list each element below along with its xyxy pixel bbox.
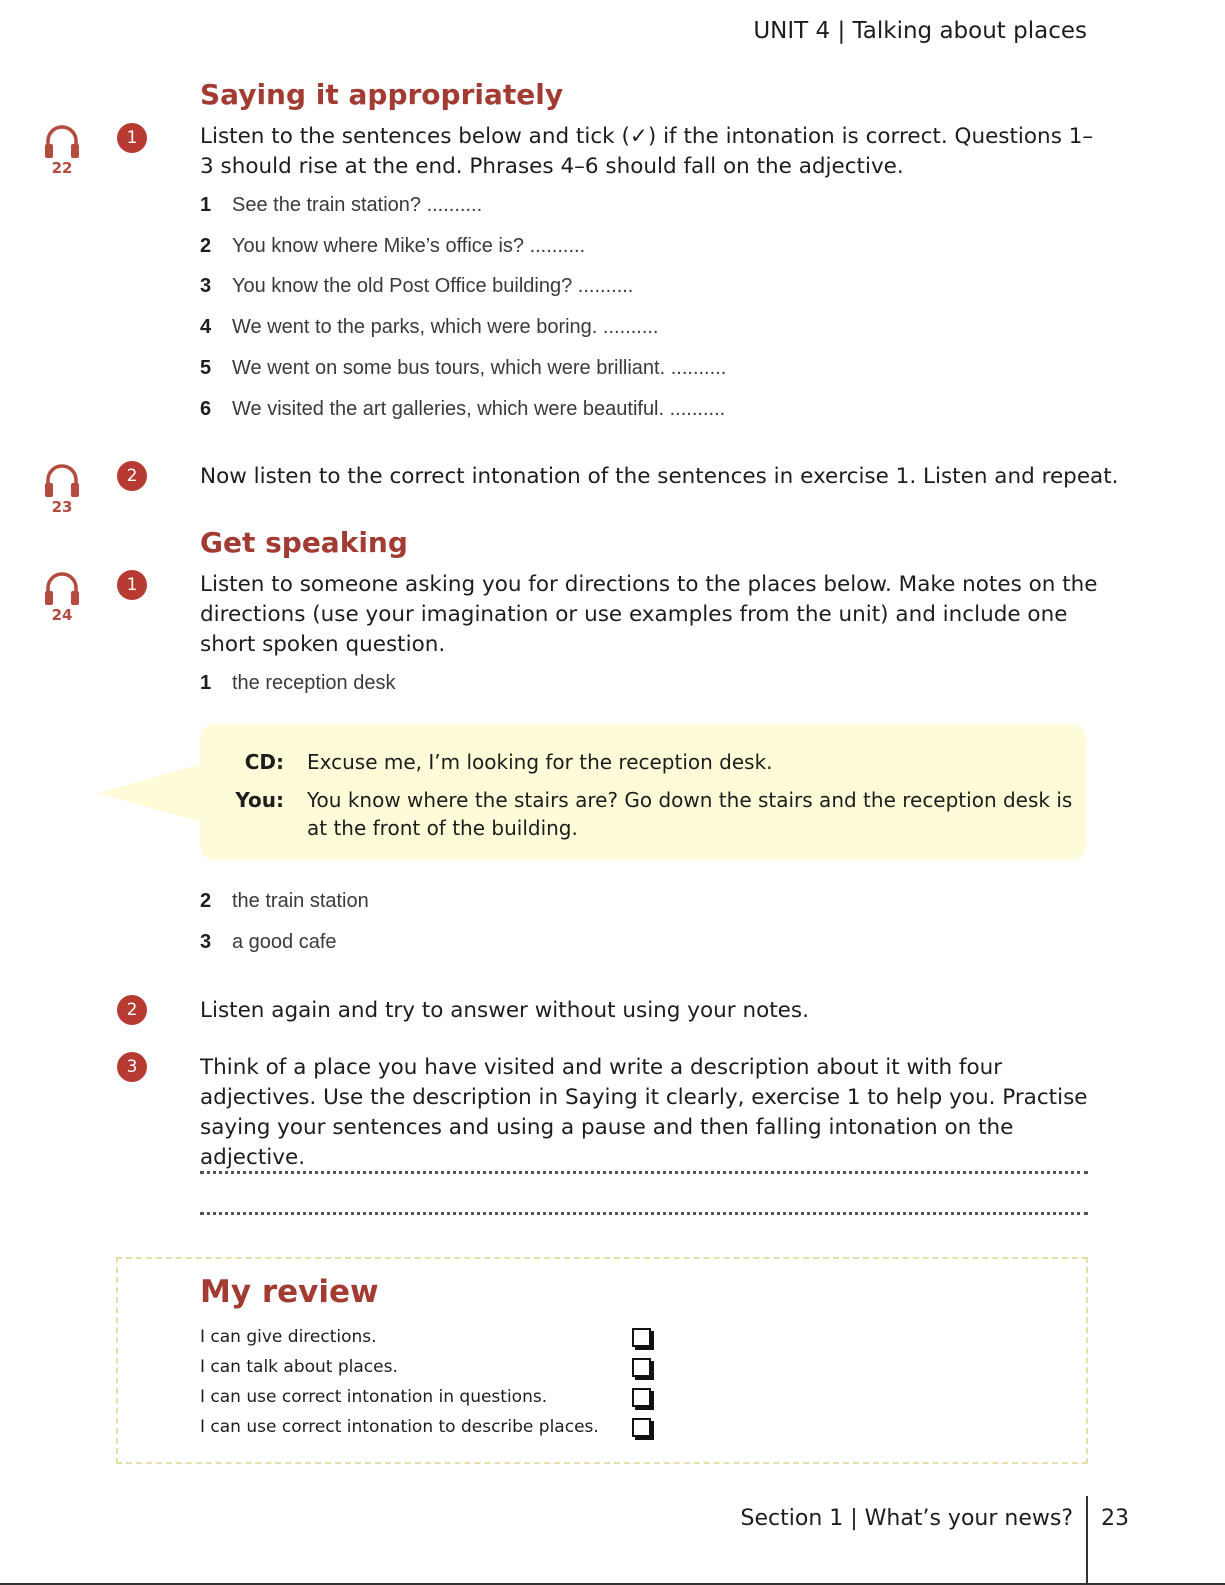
review-item: I can use correct intonation to describe places. [200,1417,599,1437]
review-item: I can use correct intonation in questions. [200,1387,548,1407]
item-text: You know the old Post Office building? .......... [232,275,634,297]
track-number: 24 [51,606,73,624]
checkbox-icon[interactable] [632,1418,651,1437]
audio-track-23[interactable] [40,460,84,516]
audio-track-24[interactable] [40,568,84,624]
exercise-instruction: Listen to the sentences below and tick (✓) if the intonation is correct. Questions 1–3 should rise at the end. Phrases 4–6 should fall on the adjective. [200,124,1094,179]
audio-track-22[interactable] [40,121,84,177]
exercise-instruction: Now listen to the correct intonation of the sentences in exercise 1. Listen and repeat. [200,464,1119,489]
footer-divider [1086,1496,1088,1585]
dialogue-speaker-you: You: [235,788,284,812]
page-number: 23 [1101,1506,1129,1531]
answer-line[interactable] [200,1212,1088,1215]
exercise-number-badge: 1 [117,123,147,153]
item-text: We visited the art galleries, which were beautiful. .......... [232,398,726,420]
item-number: 1 [200,672,212,694]
item-text: See the train station? .......... [232,194,483,216]
item-text: We went to the parks, which were boring. .......... [232,316,659,338]
dialogue-line-cd: Excuse me, I’m looking for the reception desk. [307,750,773,774]
list-item [200,235,585,258]
section-title-saying-it-appropriately: Saying it appropriately [200,78,564,111]
list-item [200,890,369,913]
item-number: 1 [200,194,212,216]
list-item [200,398,725,421]
dialogue-speaker-cd: CD: [244,750,284,774]
exercise-instruction: Listen again and try to answer without using your notes. [200,998,809,1023]
speech-bubble-tail [98,762,208,824]
dialogue-line-you: You know where the stairs are? Go down the stairs and the reception desk is [307,788,1073,812]
headphones-icon [42,460,82,500]
checkbox-icon[interactable] [632,1358,651,1377]
track-number: 23 [51,498,73,516]
exercise-instruction: Listen to someone asking you for directions to the places below. Make notes on the directions (use your imagination or use examples from the unit) and include one short spoken question. [200,572,1098,657]
list-item [200,275,633,298]
exercise-number-badge: 2 [117,461,147,491]
exercise-number-badge: 2 [117,995,147,1025]
review-title: My review [200,1274,379,1310]
list-item [200,194,482,217]
section-title-get-speaking: Get speaking [200,526,408,559]
item-text: the reception desk [232,672,396,694]
section-footer: Section 1 | What’s your news? [740,1506,1073,1531]
item-number: 5 [200,357,212,379]
item-text: We went on some bus tours, which were brilliant. .......... [232,357,727,379]
dialogue-line-you-cont: at the front of the building. [307,816,578,840]
item-number: 4 [200,316,212,338]
item-text: a good cafe [232,931,337,953]
item-number: 2 [200,890,212,912]
exercise-number-badge: 3 [117,1052,147,1082]
item-number: 3 [200,275,212,297]
item-number: 3 [200,931,212,953]
list-item [200,931,337,954]
track-number: 22 [51,159,73,177]
headphones-icon [42,568,82,608]
item-text: You know where Mike’s office is? .......... [232,235,586,257]
item-number: 2 [200,235,212,257]
item-text: the train station [232,890,369,912]
exercise-number-badge: 1 [117,570,147,600]
exercise-instruction: Think of a place you have visited and write a description about it with four adjectives. Use the description in Saying it clearly, exercise 1 to help you. Practise saying your sentences and using a pause and then falling intonation on the adjective. [200,1055,1088,1170]
list-item [200,316,658,339]
item-number: 6 [200,398,212,420]
list-item [200,672,395,695]
review-item: I can give directions. [200,1327,377,1347]
unit-header: UNIT 4 | Talking about places [753,18,1087,44]
list-item [200,357,726,380]
review-item: I can talk about places. [200,1357,398,1377]
headphones-icon [42,121,82,161]
checkbox-icon[interactable] [632,1388,651,1407]
answer-line[interactable] [200,1171,1088,1174]
checkbox-icon[interactable] [632,1328,651,1347]
